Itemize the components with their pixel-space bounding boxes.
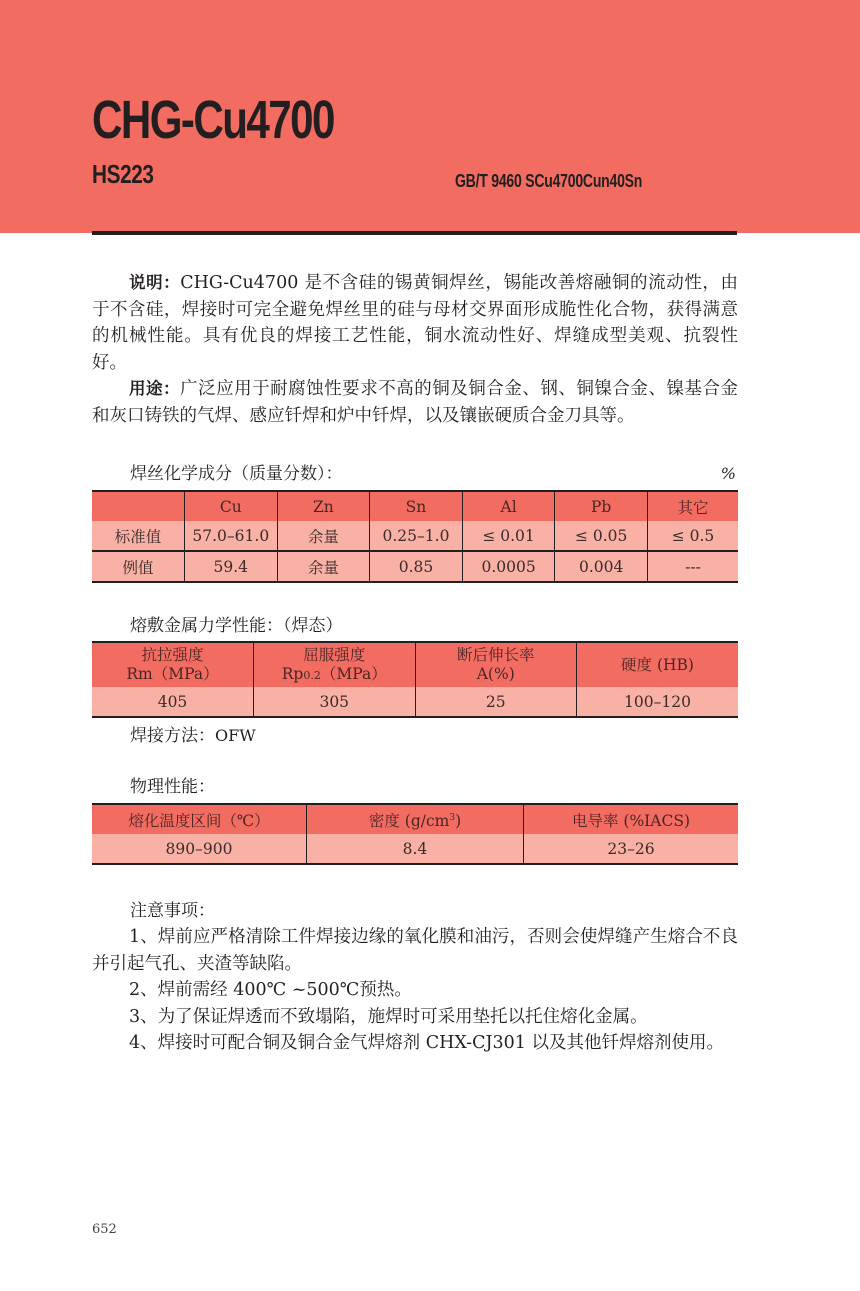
note-item: 1、焊前应严格清除工件焊接边缘的氧化膜和油污，否则会使焊缝产生熔合不良并引起气孔、夹渣等缺陷。 <box>92 927 738 974</box>
mechanical-header-cell <box>92 642 254 687</box>
usage-paragraph <box>92 376 738 429</box>
table-cell: 0.25–1.0 <box>370 521 463 551</box>
table-cell: ≤ 0.5 <box>648 521 739 551</box>
chemical-title-text: 焊丝化学成分（质量分数）： <box>130 464 343 484</box>
physical-title: 物理性能： <box>130 777 215 797</box>
table-cell: 57.0–61.0 <box>185 521 278 551</box>
table-cell: 100–120 <box>577 687 739 717</box>
notes-section <box>92 898 738 1057</box>
table-row <box>92 834 738 864</box>
chemical-header-row <box>92 491 738 521</box>
table-cell: --- <box>648 551 739 582</box>
usage-label: 用途： <box>129 379 181 398</box>
header-line: 断后伸长率 <box>456 646 535 664</box>
chemical-table <box>92 490 738 583</box>
table-row <box>92 551 738 582</box>
usage-text: 广泛应用于耐腐蚀性要求不高的铜及铜合金、钢、铜镍合金、镍基合金和灰口铸铁的气焊、感应钎焊和炉中钎焊，以及镶嵌硬质合金刀具等。 <box>92 379 738 426</box>
table-cell: 25 <box>415 687 577 717</box>
physical-header-cell <box>307 804 524 834</box>
chemical-header-cell: Al <box>462 491 555 521</box>
table-cell: 59.4 <box>185 551 278 582</box>
chemical-unit: % <box>720 464 736 483</box>
table-cell: ≤ 0.01 <box>462 521 555 551</box>
table-row <box>92 521 738 551</box>
table-cell: 例值 <box>92 551 185 582</box>
physical-section <box>92 775 738 865</box>
note-item: 2、焊前需经 400℃ ~500℃预热。 <box>129 980 412 1000</box>
header-line <box>254 665 415 685</box>
table-cell: 405 <box>92 687 254 717</box>
welding-method-label: 焊接方法： <box>130 726 215 746</box>
table-cell: 890–900 <box>92 834 307 864</box>
mechanical-header-cell <box>254 642 416 687</box>
header-line-main: Rp <box>281 664 304 683</box>
header-divider <box>92 231 737 235</box>
table-row <box>92 687 738 717</box>
chemical-section <box>92 462 738 583</box>
header-line: A(%) <box>476 665 515 683</box>
physical-header-cell: 电导率 (%IACS) <box>524 804 739 834</box>
chemical-header-cell: Sn <box>370 491 463 521</box>
table-cell: 余量 <box>277 521 370 551</box>
description-section <box>92 270 738 429</box>
table-cell: 0.85 <box>370 551 463 582</box>
note-item: 3、为了保证焊透而不致塌陷，施焊时可采用垫托以托住熔化金属。 <box>129 1006 648 1027</box>
description-paragraph <box>92 270 738 376</box>
welding-method-value: OFW <box>215 726 256 745</box>
notes-title: 注意事项： <box>130 901 215 921</box>
header-line-sub: 0.2 <box>303 668 321 682</box>
mechanical-title: 熔敷金属力学性能：（焊态） <box>130 616 343 636</box>
header-line-rest: （MPa） <box>320 664 387 683</box>
density-header: 密度 (g/cm <box>368 811 450 830</box>
physical-header-cell: 熔化温度区间（℃） <box>92 804 307 834</box>
header-line: 硬度 (HB) <box>621 655 694 674</box>
mechanical-table <box>92 641 738 718</box>
note-item: 4、焊接时可配合铜及铜合金气焊熔剂 CHX-CJ301 以及其他钎焊熔剂使用。 <box>129 1033 724 1053</box>
mechanical-section <box>92 614 738 748</box>
product-title: CHG-Cu4700 <box>92 90 334 150</box>
header-line: Rm（MPa） <box>126 665 219 683</box>
table-cell: 305 <box>254 687 416 717</box>
table-cell: 标准值 <box>92 521 185 551</box>
chemical-header-cell: 其它 <box>648 491 739 521</box>
chemical-header-cell: Pb <box>555 491 648 521</box>
table-cell: 0.0005 <box>462 551 555 582</box>
mechanical-header-cell <box>577 642 739 687</box>
product-subtitle: HS223 <box>92 159 154 189</box>
standard-code: GB/T 9460 SCu4700Cun40Sn <box>455 171 643 191</box>
density-sup: 3 <box>449 812 456 823</box>
chemical-header-cell <box>92 491 185 521</box>
header-line: 抗拉强度 <box>141 646 204 664</box>
table-cell: 8.4 <box>307 834 524 864</box>
table-cell: 0.004 <box>555 551 648 582</box>
header-line: 屈服强度 <box>303 645 366 664</box>
description-label: 说明： <box>129 273 181 292</box>
chemical-header-cell: Zn <box>277 491 370 521</box>
mechanical-header-cell <box>415 642 577 687</box>
description-text: CHG-Cu4700 是不含硅的锡黄铜焊丝，锡能改善熔融铜的流动性，由于不含硅，焊接时可完全避免焊丝里的硅与母材交界面形成脆性化合物，获得满意的机械性能。具有优良的焊接工艺性能，铜水流动性好、焊缝成型美观、抗裂性好。 <box>92 273 738 373</box>
chemical-header-cell: Cu <box>185 491 278 521</box>
table-cell: 余量 <box>277 551 370 582</box>
welding-method <box>92 724 738 748</box>
table-cell: 23–26 <box>524 834 739 864</box>
physical-table <box>92 803 738 865</box>
physical-header-row <box>92 804 738 834</box>
page-number: 652 <box>92 1222 117 1237</box>
mechanical-header-row <box>92 642 738 687</box>
table-cell: ≤ 0.05 <box>555 521 648 551</box>
density-close: ) <box>455 811 462 830</box>
chemical-title <box>92 462 738 486</box>
